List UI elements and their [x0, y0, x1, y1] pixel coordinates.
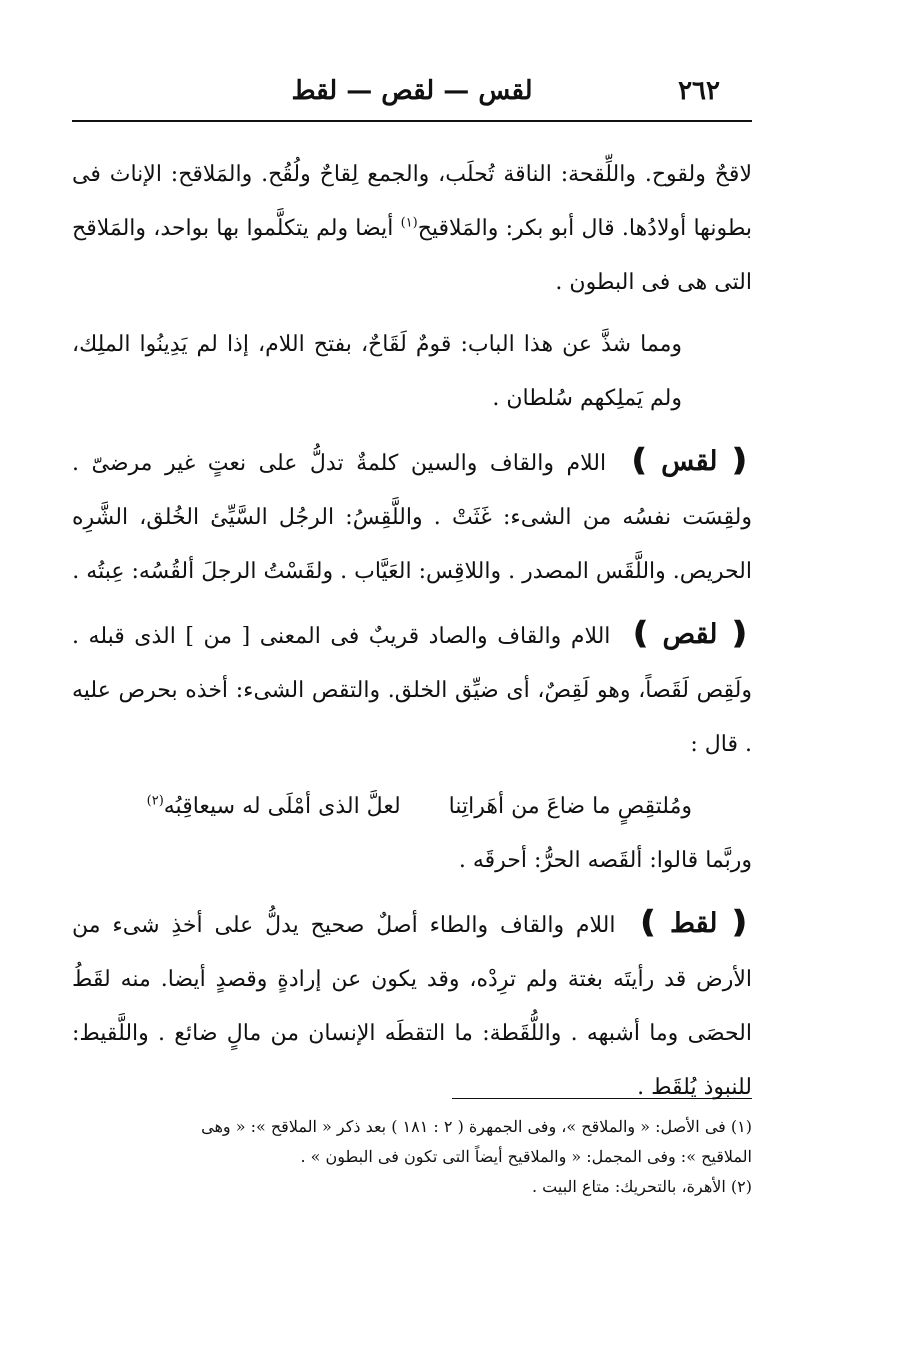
- verse-second-hemistich-wrap: [147, 780, 401, 834]
- entry-lqs-2: [72, 607, 752, 772]
- verse-first-hemistich: ومُلتقِصٍ ما ضاعَ من أهَراتِنا: [448, 794, 692, 819]
- close-bracket-icon: ❫: [627, 616, 654, 651]
- footnote-ref-1: (١): [400, 215, 418, 231]
- main-text: [72, 148, 752, 1123]
- entry-lqs: [72, 434, 752, 599]
- footnote-rule: [452, 1098, 752, 1099]
- footnotes: [72, 1112, 752, 1202]
- page-number: ٢٦٢: [678, 76, 720, 106]
- running-title: لقس — لقص — لقط: [291, 76, 533, 106]
- footnote-1-line-1: (١) فى الأصل: « والملاقح »، وفى الجمهرة ( ٢ : ١٨١ ) بعد ذكر « الملاقح »: « وهى: [201, 1117, 752, 1136]
- verse-second-hemistich: لعلَّ الذى أمْلَى له سيعاقِبُه: [163, 794, 401, 819]
- close-bracket-icon: ❫: [626, 443, 652, 478]
- footnote-2: (٢) الأهرة، بالتحريك: متاع البيت .: [531, 1177, 752, 1196]
- headword-lqs2: لقص: [662, 619, 718, 650]
- close-bracket-icon: ❫: [635, 905, 661, 940]
- footnote-ref-2: (٢): [146, 793, 164, 809]
- open-bracket-icon: ❪: [726, 616, 753, 651]
- paragraph-1: [72, 148, 752, 310]
- entry-lqt: [72, 896, 752, 1115]
- footnote-1-line-2: الملاقيح »: وفى المجمل: « والملاقيح أيضاً التى تكون فى البطون » .: [300, 1147, 752, 1166]
- paragraph-after-verse: [72, 834, 752, 888]
- entry-lqt-text: اللام والقاف والطاء أصلٌ صحيح يدلُّ على أخذِ شىء من الأرض قد رأيتَه بغتة ولم ترِدْه، وقد يكون عن إرادةٍ وقصدٍ أيضا. منه لقَطُ الحصَى وما أشبهه . واللُّقَطة: ما التقطَه الإنسان من مالٍ ضائع . واللَّقيط: للنبوذ يُلقَط .: [72, 913, 752, 1100]
- entry-lqs2-text: اللام والقاف والصاد قريبٌ فى المعنى [ من ] الذى قبله . ولَقِص لَقَصاً، وهو لَقِصٌ، أى ضيِّق الخلق. والتقص الشىء: أخذه بحرص عليه . قال :: [72, 624, 752, 757]
- paragraph-2: [72, 318, 752, 426]
- entry-lqs-text: اللام والقاف والسين كلمةٌ تدلُّ على نعتٍ غير مرضىّ . ولقِسَت نفسُه من الشىء: غَثَتْ . واللَّقِسُ: الرجُل السَّيِّئ الخُلق، الشَّرِه الحريص. واللَّقَس المصدر . واللاقِس: العَيَّاب . ولقَسْتُ الرجلَ ألقُسُه: عِبتُه .: [72, 451, 752, 584]
- entry-headword-lqs2: [628, 607, 752, 662]
- after-verse-text: وربَّما قالوا: ألقَصه الحرُّ: أحرقَه .: [458, 848, 752, 873]
- paragraph-1-continued: أيضا ولم يتكلَّموا بها بواحد، والمَلاقح التى هى فى البطون .: [72, 216, 752, 295]
- poetry-verse: [72, 780, 752, 834]
- entry-headword-lqs: [627, 434, 752, 489]
- page-header: [72, 72, 752, 120]
- paragraph-2-text: ومما شذَّ عن هذا الباب: قومٌ لَقَاحٌ، بفتح اللام، إذا لم يَدِينُوا الملِك، ولم يَملِكهم سُلطان .: [72, 332, 682, 411]
- entry-headword-lqt: [635, 896, 752, 951]
- header-rule: [72, 120, 752, 122]
- paragraph-1-text: لاقحٌ ولقوح. واللِّقحة: الناقة تُحلَب، والجمع لِقاحٌ ولُقُح. والمَلاقح: الإناث فى بطونها أولادُها. قال أبو بكر: والمَلاقيح: [72, 162, 752, 241]
- headword-lqt: لقط: [669, 908, 718, 939]
- open-bracket-icon: ❪: [726, 443, 752, 478]
- open-bracket-icon: ❪: [726, 905, 752, 940]
- headword-lqs: لقس: [661, 446, 718, 477]
